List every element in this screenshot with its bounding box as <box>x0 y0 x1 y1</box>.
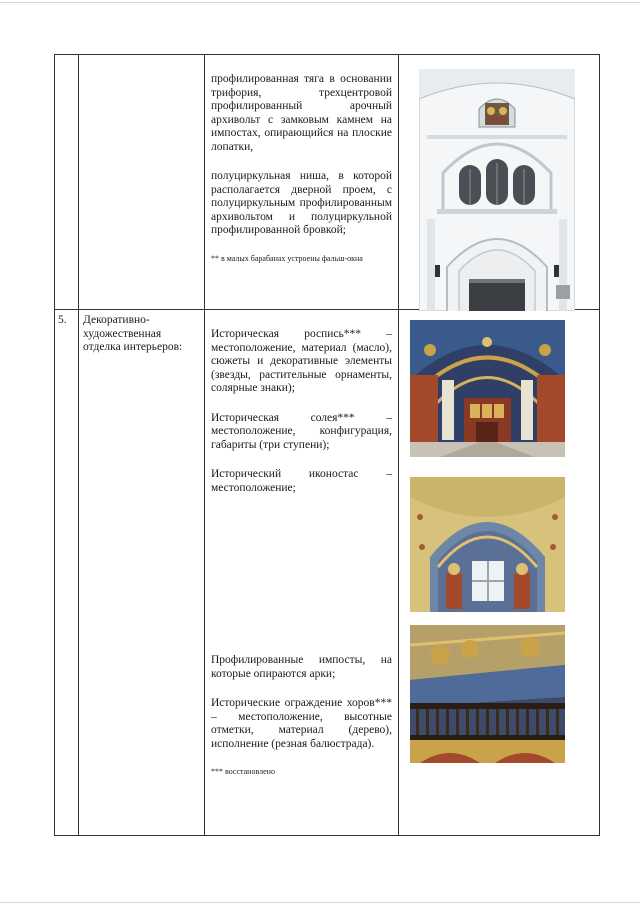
cell-description <box>205 55 399 310</box>
table-row-continuation <box>55 55 600 310</box>
paragraph: Историческая роспись*** – местоположение, материал (масло), сюжеты и декоративные элементы (звезды, растительные орнаменты, солярные знаки); <box>211 328 392 394</box>
table-row-5 <box>55 310 600 836</box>
church-facade-photo <box>419 69 575 311</box>
interior-choir-photo <box>410 625 565 763</box>
document-table <box>54 54 600 836</box>
paragraph: полуциркульная ниша, в которой располагается дверной проем, с полуциркульным профилированным архивольтом и полуциркульной профилированной бровкой; <box>211 170 392 236</box>
document-table-wrap <box>54 54 599 836</box>
footnote: ** в малых барабанах устроены фальш-окна <box>211 253 363 263</box>
cell-description <box>205 310 399 836</box>
cell-number-empty <box>55 55 79 310</box>
page-top-edge <box>0 2 640 3</box>
cell-photos <box>399 310 600 836</box>
cell-name: Декоративно-художественная отделка интерьеров: <box>79 310 205 836</box>
cell-photo <box>399 55 600 310</box>
page-bottom-edge <box>0 902 640 903</box>
footnote: *** восстановлено <box>211 767 275 776</box>
interior-vault-photo <box>410 477 565 612</box>
paragraph: Исторический иконостас – местоположение; <box>211 468 392 494</box>
paragraph: Профилированные импосты, на которые опираются арки; <box>211 654 392 680</box>
cell-name-empty <box>79 55 205 310</box>
spacer <box>211 511 392 654</box>
paragraph: Исторические ограждение хоров*** – местоположение, высотные отметки, материал (дерево), исполнение (резная балюстрада). <box>211 697 392 750</box>
cell-number: 5. <box>55 310 79 836</box>
paragraph: Историческая солея*** – местоположение, конфигурация, габариты (три ступени); <box>211 411 392 451</box>
interior-dome-photo <box>410 320 565 457</box>
paragraph: профилированная тяга в основании трифория, трехцентровой профилированный арочный архивольт с замковым камнем на импостах, опирающийся на плоские лопатки, <box>211 73 392 153</box>
